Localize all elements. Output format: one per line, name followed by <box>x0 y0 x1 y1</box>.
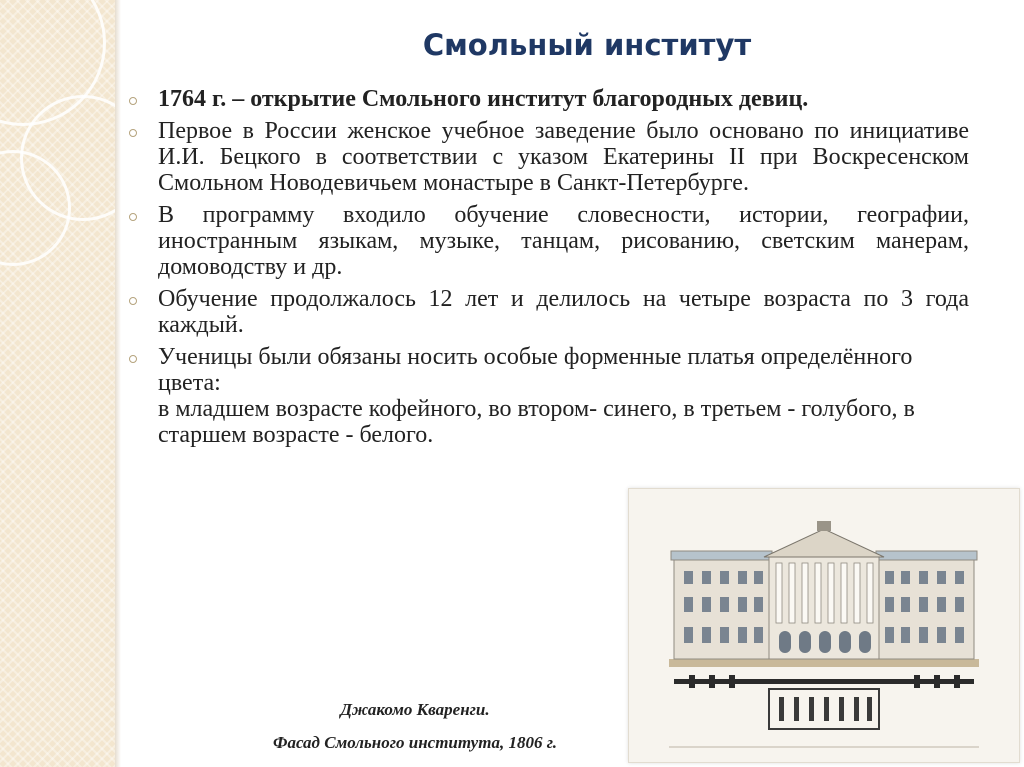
bullet-item <box>124 202 969 280</box>
bullet-text: В программу входило обучение словесности, истории, географии, иностранным языкам, музыке, танцам, рисованию, светским манерам, домоводству и др. <box>158 202 969 280</box>
image-caption <box>190 693 640 759</box>
circle-bullet-icon <box>129 297 137 305</box>
bullet-text: 1764 г. – открытие Смольного институт благородных девиц. <box>158 86 809 112</box>
sidebar-shadow <box>115 0 121 767</box>
bullet-list <box>124 86 969 454</box>
caption-author: Джакомо Кваренги. <box>340 700 490 719</box>
decorative-sidebar <box>0 0 115 767</box>
bullet-item <box>124 86 969 112</box>
bullet-item <box>124 118 969 196</box>
smolny-facade-engraving <box>628 488 1020 763</box>
circle-bullet-icon <box>129 129 137 137</box>
bullet-text: Обучение продолжалось 12 лет и делилось на четыре возраста по 3 года каждый. <box>158 286 969 338</box>
bullet-text: Первое в России женское учебное заведение было основано по инициативе И.И. Бецкого в соответствии с указом Екатерины II при Воскресенском Смольном Новодевичьем монастыре в Санкт-Петербурге. <box>158 118 969 196</box>
bullet-item <box>124 286 969 338</box>
bullet-item <box>124 344 969 448</box>
bullet-text: Ученицы были обязаны носить особые форменные платья определённого цвета: в младшем возрасте кофейного, во втором- синего, в третьем - голубого, в старшем возрасте - белого. <box>158 344 915 448</box>
circle-bullet-icon <box>129 355 137 363</box>
facade-drawing <box>629 489 1019 762</box>
slide-title: Смольный институт <box>422 28 752 62</box>
circle-bullet-icon <box>129 97 137 105</box>
circle-bullet-icon <box>129 213 137 221</box>
caption-title: Фасад Смольного института, 1806 г. <box>273 733 557 752</box>
